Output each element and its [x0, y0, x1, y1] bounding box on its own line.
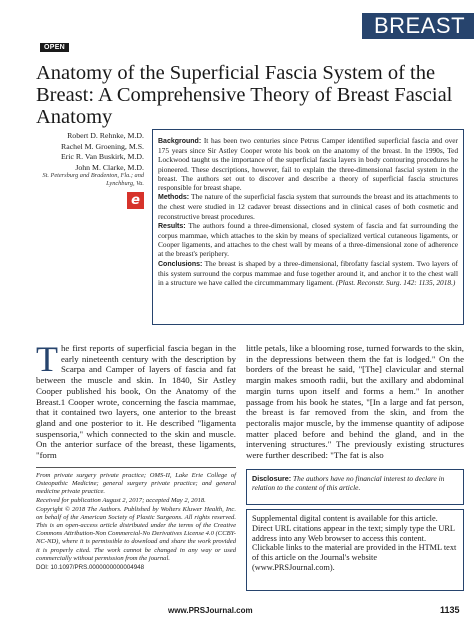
disclosure-text: The authors have no financial interest to declare in relation to the content of this article. [252, 474, 445, 493]
body-paragraph: The first reports of superficial fascia began in the early nineteenth century with the description by Scarpa and Camper of layers of fascia and fat between the muscle and skin. In 1840, Sir Astley Cooper published his book, On the Anatomy of the Breast.1 Cooper wrote, concerning the fascia mammae, that it contained two layers, one anterior to the breast gland and one posterior to it. He described "ligamenta suspensoria," which connected to the skin and muscle. On the anterior surface of the breast, these ligaments, "form [36, 339, 236, 461]
abstract-box [152, 129, 464, 325]
author-name: Eric R. Van Buskirk, M.D. [60, 152, 144, 161]
article-title: Anatomy of the Superficial Fascia System of the Breast: A Comprehensive Theory of Breast Fascial Anatomy [36, 62, 453, 128]
journal-url-link[interactable]: www.PRSJournal.com [168, 606, 253, 615]
abstract-background: Background: It has been two centuries since Petrus Camper identified superficial fascia and over 175 years since Sir Astley Cooper wrote his book on the anatomy of the breast. In the 1990s, Ted Lockwood taught us the importance of the superficial fascia layers in body contouring procedures he pioneered. These descriptions, however, fail to explain the three-dimensional fascial system in the breast. The authors set out to discover and describe a theory of superficial fascia structures responsible for breast shape. [158, 136, 459, 193]
author-name: Rachel M. Groening, M.S. [61, 141, 144, 151]
author-list [36, 131, 144, 173]
drop-cap: T [36, 339, 58, 379]
author-name: John M. Clarke, M.D. [75, 162, 144, 172]
open-access-badge: OPEN [40, 43, 69, 52]
footnote-affiliations: From private surgery private practice; OMS-II, Lake Erie College of Osteopathic Medicine; general surgery private practice; and general medicine private practice. [36, 471, 236, 495]
footnote-divider [36, 467, 236, 468]
body-column-left [36, 339, 236, 573]
author-affiliation: St. Petersburg and Bradenton, Fla.; and Lynchburg, Va. [42, 172, 144, 187]
footnote-received: Received for publication August 2, 2017; accepted May 2, 2018. [36, 497, 206, 505]
supplemental-content-box: Supplemental digital content is available for this article. Direct URL citations appear in the text; simply type the URL address into any Web browser to access this content. Clickable links to the material are provided in the HTML text of this article on the Journal's website (www.PRSJournal.com). [246, 509, 464, 591]
page-number: 1135 [440, 605, 460, 615]
abstract-methods: Methods: The nature of the superficial fascia system that surrounds the breast and its attachments to the chest were studied in 12 cadaver breast dissections and in clinical cases of both cosmetic and reconstructive breast procedures. [158, 192, 458, 221]
doi-link[interactable]: DOI: 10.1097/PRS.0000000000004948 [36, 563, 145, 571]
body-paragraph: little petals, like a blooming rose, turned forwards to the skin, in the depressions between them the fat is lodged." On the borders of the breast he said, "[The] clavicular and sternal margin makes smooth radii, but the axillary and abdominal margin turns upon itself and forms a hem." In another passage from his book he states, "[In a large and fat person, the breast is far removed from the skin, and from the pectoralis major muscle, by the immense quantity of adipose matter placed before and behind the gland, and in the intervening structures." The previously existing structures were further described: "The fat is also [246, 343, 464, 461]
article-footnote [36, 472, 236, 572]
e-content-icon: e [127, 192, 144, 209]
abstract-citation: (Plast. Reconstr. Surg. 142: 1135, 2018.) [335, 278, 456, 288]
author-name: Robert D. Rehnke, M.D. [67, 131, 144, 140]
body-column-right [246, 343, 464, 461]
abstract-conclusions: Conclusions: The breast is shaped by a three-dimensional, fibrofatty fascial system. Two layers of this system surround the corpus mammae and fuse together around it, and anchor it to the chest wall in a structure we have called the circummammary ligament. (Plast. Reconstr. Surg. 142: 1135, 2018.) [158, 258, 458, 288]
footnote-copyright: Copyright © 2018 The Authors. Published by Wolters Kluwer Health, Inc. on behalf of the American Society of Plastic Surgeons. All rights reserved. This is an open-access article distributed under the terms of the Creative Commons Attribution-Non Commercial-No Derivatives License 4.0 (CCBY-NC-ND), where it is permissible to download and share the work provided it is properly cited. The work cannot be changed in any way or used commercially without permission from the journal. [36, 506, 236, 562]
abstract-results: Results: The authors found a three-dimensional, closed system of fascia and fat surrounding the corpus mammae, which attaches to the skin by means of specialized vertical cutaneous ligaments, or Cooper ligaments, and attaches to the chest wall by means of a three-dimensional zone of adherence at the breast's periphery. [158, 220, 458, 259]
disclosure-box [246, 469, 464, 505]
section-tab: BREAST [362, 13, 474, 39]
disclosure-label: Disclosure: [252, 474, 292, 483]
